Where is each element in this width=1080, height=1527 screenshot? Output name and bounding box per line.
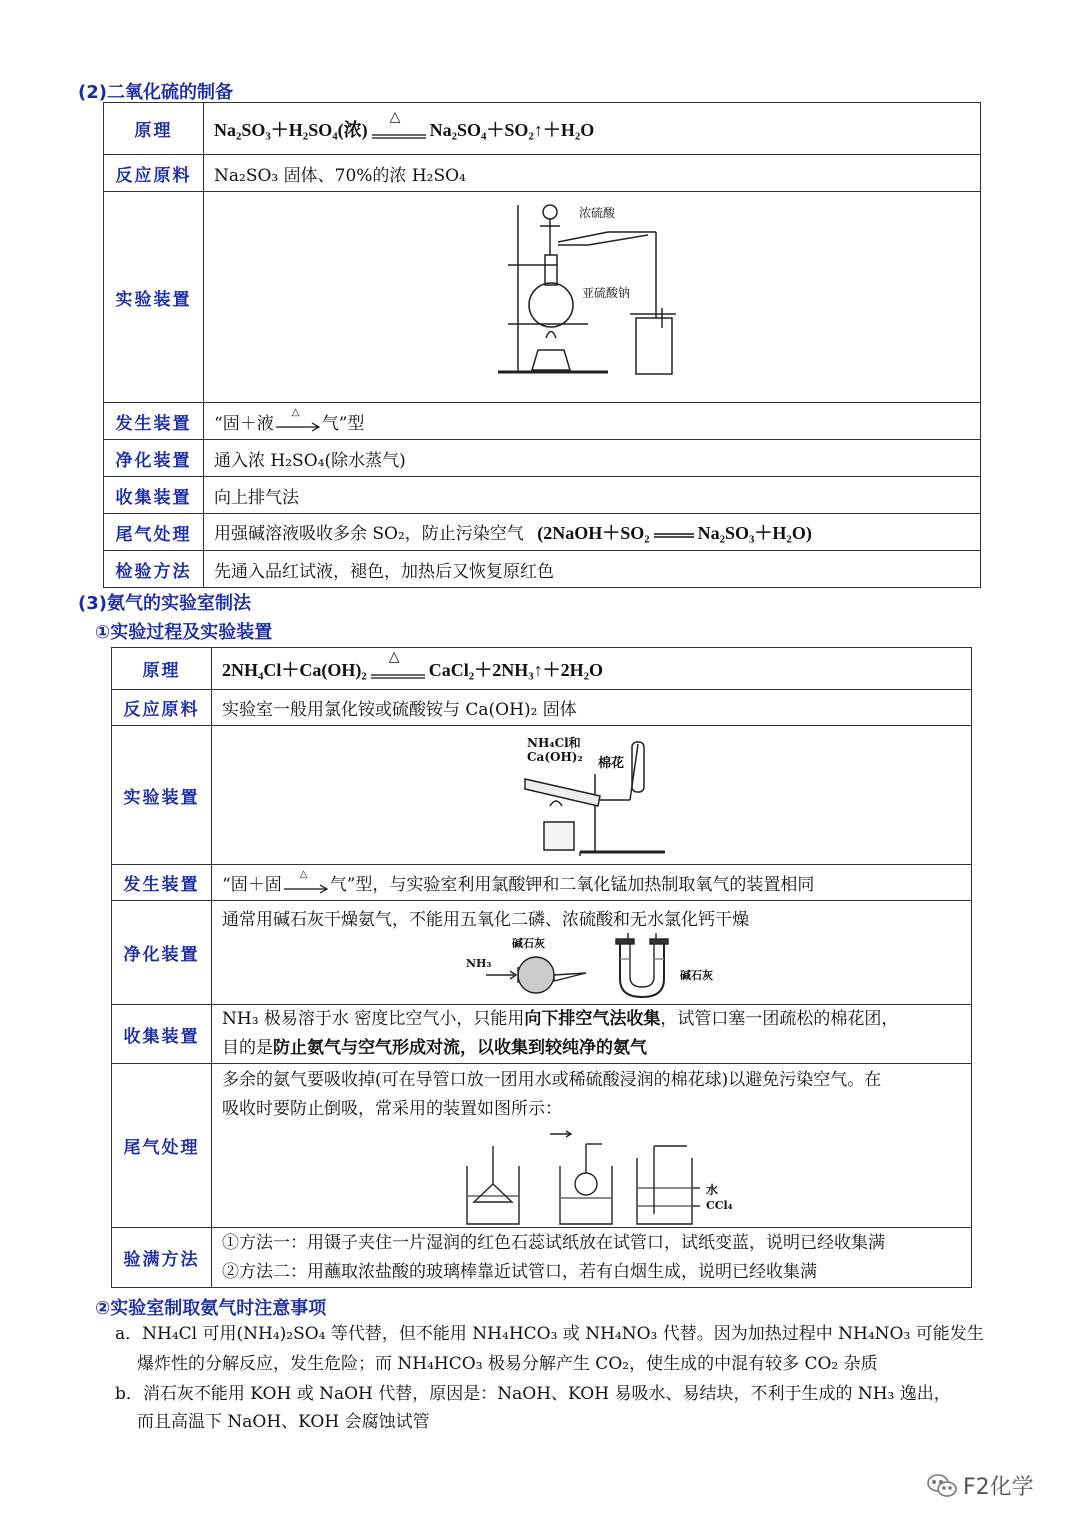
row-label-generator: 发生装置	[104, 403, 204, 440]
full-line1: ①方法一：用镊子夹住一片湿润的红色石蕊试纸放在试管口，试纸变蓝，说明已经收集满	[222, 1232, 885, 1253]
row-label-materials-nh3: 反应原料	[112, 690, 212, 726]
so2-generator	[204, 403, 981, 440]
nh3-eq-reactants: 2NH₄Cl＋Ca(OH)₂	[222, 659, 367, 680]
nh3-tail-text	[222, 1066, 881, 1124]
tail-eq-left: (2NaOH＋SO₂	[537, 523, 650, 543]
nh3-collect-line1	[222, 1005, 961, 1034]
label-conc-acid: 浓硫酸	[579, 206, 616, 220]
nh3-eq-products: CaCl₂＋2NH₃↑＋2H₂O	[428, 659, 603, 680]
watermark-text: F2化学	[963, 1475, 1034, 1500]
nh3-materials: 实验室一般用氯化铵或硫酸铵与 Ca(OH)₂ 固体	[212, 690, 972, 726]
section-heading-nh3: (3)氨气的实验室制法	[78, 593, 251, 614]
note-b-line1: b．消石灰不能用 KOH 或 NaOH 代替，原因是：NaOH、KOH 易吸水、易结块，不利于生成的 NH₃ 逸出，	[115, 1384, 951, 1404]
nh3-tail-cell	[212, 1064, 972, 1228]
label-sodium-sulfite: 亚硫酸钠	[582, 286, 631, 300]
label-nh4cl: NH₄Cl和	[527, 736, 581, 750]
label-nh3-inlet: NH₃	[466, 957, 492, 970]
row-label-collect-nh3: 收集装置	[112, 1005, 212, 1064]
row-label-principle-nh3: 原理	[112, 648, 212, 690]
eq-reactants: Na₂SO₃＋H₂SO₄(浓)	[214, 119, 368, 140]
row-label-test: 检验方法	[104, 551, 204, 588]
row-label-apparatus-nh3: 实验装置	[112, 726, 212, 865]
so2-tail	[204, 514, 981, 551]
eq-products: Na₂SO₄＋SO₂↑＋H₂O	[429, 119, 595, 140]
row-label-purify-nh3: 净化装置	[112, 901, 212, 1005]
tail-line2: 吸收时要防止倒吸，常采用的装置如图所示：	[222, 1099, 562, 1119]
so2-test: 先通入品红试液，褪色，加热后又恢复原红色	[204, 551, 981, 588]
nh3-apparatus-cell	[212, 726, 972, 865]
nh3-table	[111, 647, 972, 1288]
nh3-purify-cell	[212, 901, 972, 1005]
so2-materials: Na₂SO₃ 固体、70%的浓 H₂SO₄	[204, 155, 981, 192]
section-heading-so2: (2)二氧化硫的制备	[78, 82, 233, 103]
tail-eq-right: Na₂SO₃＋H₂O)	[697, 523, 812, 543]
nh3-purify-text: 通常用碱石灰干燥氨气，不能用五氧化二磷、浓硫酸和无水氯化钙干燥	[222, 910, 749, 930]
nh3-gen-pre: “固＋固	[222, 875, 282, 895]
collect-l1b: 向下排空气法收集	[524, 1009, 661, 1029]
collect-l2b: 防止氨气与空气形成对流，以收集到较纯净的氨气	[273, 1038, 647, 1058]
tail-equal-sign	[652, 525, 696, 545]
so2-apparatus-cell	[204, 192, 981, 403]
nh3-heat-arrow	[282, 868, 330, 895]
row-label-purify: 净化装置	[104, 440, 204, 477]
gen-post: 气”型	[321, 413, 365, 434]
full-line2: ②方法二：用蘸取浓盐酸的玻璃棒靠近试管口，若有白烟生成，说明已经收集满	[222, 1261, 817, 1282]
row-label-collect: 收集装置	[104, 477, 204, 514]
nh3-heat-symbol-small: △	[299, 868, 308, 880]
nh3-equal-sign	[369, 649, 427, 681]
so2-collect: 向上排气法	[204, 477, 981, 514]
row-label-tail-nh3: 尾气处理	[112, 1064, 212, 1228]
u-tube-figure	[612, 929, 692, 1001]
nh3-generator	[212, 865, 972, 901]
nh3-collect	[212, 1005, 972, 1064]
label-cotton: 棉花	[598, 756, 625, 771]
so2-purify: 通入浓 H₂SO₄(除水蒸气)	[204, 440, 981, 477]
note-a-line1: a．NH₄Cl 可用(NH₄)₂SO₄ 等代替，但不能用 NH₄HCO₃ 或 NH₄NO₃ 代替。因为加热过程中 NH₄NO₃ 可能发生	[115, 1324, 984, 1344]
nh3-heat-symbol: △	[388, 649, 400, 665]
so2-table	[103, 102, 981, 588]
reaction-equal-sign	[370, 109, 428, 141]
row-label-principle: 原理	[104, 103, 204, 155]
tail-line1: 多余的氨气要吸收掉(可在导管口放一团用水或稀硫酸浸润的棉花球)以避免污染空气。在	[222, 1070, 882, 1090]
watermark	[927, 1470, 1034, 1501]
collect-l2a: 目的是	[222, 1038, 273, 1058]
label-caoh2: Ca(OH)₂	[527, 750, 583, 764]
heat-symbol: △	[389, 109, 401, 125]
nh3-equation	[212, 648, 972, 690]
note-b-line2: 而且高温下 NaOH、KOH 会腐蚀试管	[137, 1412, 430, 1432]
label-ccl4: CCl₄	[706, 1199, 733, 1212]
drying-tube-figure	[466, 945, 596, 1000]
heat-arrow	[274, 407, 322, 433]
row-label-materials: 反应原料	[104, 155, 204, 192]
tail-text: 用强碱溶液吸收多余 SO₂，防止污染空气	[214, 524, 524, 544]
note-a-line2: 爆炸性的分解反应，发生危险；而 NH₄HCO₃ 极易分解产生 CO₂，使生成的中混有较多 CO₂ 杂质	[137, 1354, 878, 1374]
row-label-apparatus: 实验装置	[104, 192, 204, 403]
nh3-collect-line2	[222, 1034, 961, 1063]
subheading-process: ①实验过程及实验装置	[95, 622, 273, 643]
subheading-notes: ②实验室制取氨气时注意事项	[95, 1298, 327, 1319]
collect-l1a: NH₃ 极易溶于水 密度比空气小，只能用	[222, 1009, 525, 1029]
label-soda-lime-2: 碱石灰	[680, 969, 713, 982]
wechat-icon	[927, 1473, 957, 1499]
heat-symbol-small: △	[291, 407, 300, 418]
label-soda-lime-1: 碱石灰	[512, 937, 545, 950]
row-label-full-nh3: 验满方法	[112, 1228, 212, 1288]
collect-l1c: ，试管口塞一团疏松的棉花团，	[660, 1009, 899, 1029]
nh3-gen-post: 气”型，与实验室利用氯酸钾和二氧化锰加热制取氧气的装置相同	[329, 875, 815, 895]
row-label-generator-nh3: 发生装置	[112, 865, 212, 901]
label-water: 水	[706, 1183, 719, 1197]
so2-equation	[204, 103, 981, 155]
row-label-tail: 尾气处理	[104, 514, 204, 551]
nh3-full	[212, 1228, 972, 1288]
gen-pre: “固＋液	[214, 413, 274, 434]
